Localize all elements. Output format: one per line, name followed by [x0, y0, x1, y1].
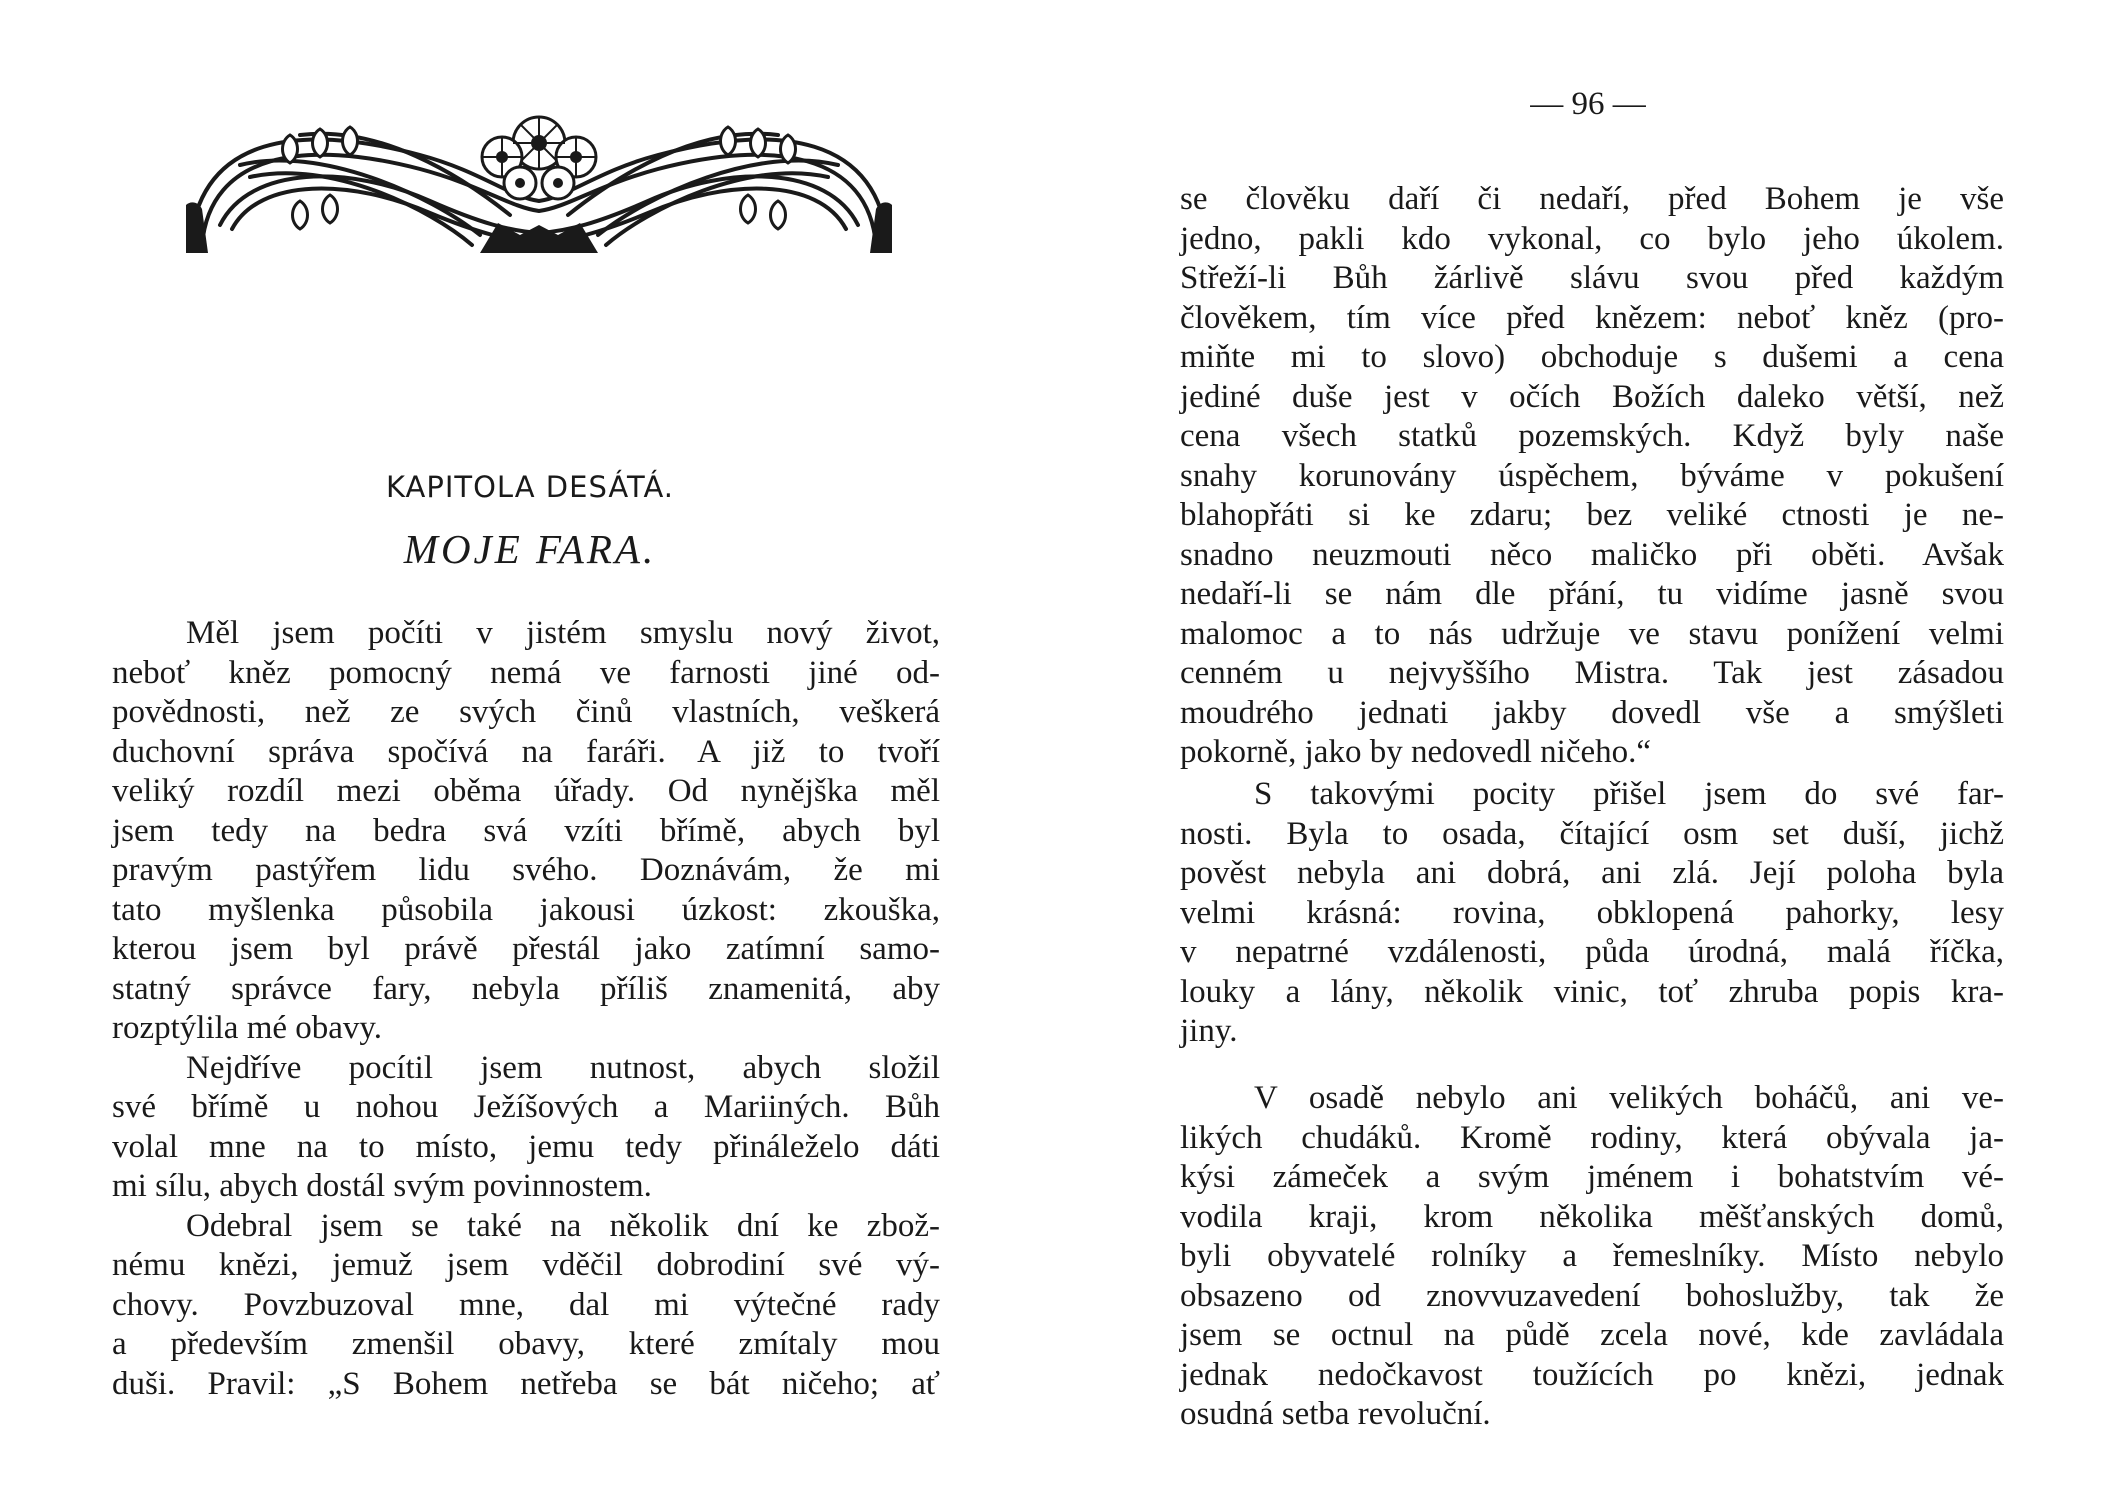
text-line: malomoc a to nás udržuje ve stavu ponížení velmi	[1180, 615, 2004, 652]
text-line: blahopřáti si ke zdaru; bez veliké ctnosti je ne-	[1180, 497, 2004, 533]
text-line: a především zmenšil obavy, které zmítaly mou	[112, 1326, 940, 1362]
text-line: jedno, pakli kdo vykonal, co bylo jeho úkolem.	[1180, 220, 2004, 257]
text-line: byli obyvatelé rolníky a řemeslníky. Místo nebylo	[1180, 1238, 2004, 1274]
chapter-label: KAPITOLA DESÁTÁ.	[385, 470, 674, 504]
text-line: louky a lány, několik vinic, toť zhruba popis kra-	[1180, 973, 2004, 1010]
text-line: likých chudáků. Kromě rodiny, která obývala ja-	[1180, 1119, 2004, 1156]
text-line: v nepatrné vzdálenosti, půda úrodná, malá říčka,	[1180, 934, 2004, 970]
chapter-title: MOJE FARA.	[403, 526, 657, 572]
page-number: — 96 —	[1530, 86, 1646, 122]
text-line: snadno neuzmouti něco maličko při oběti. Avšak	[1180, 536, 2004, 573]
text-line: pokorně, jako by nedovedl ničeho.“	[1180, 734, 1652, 770]
text-line: kýsi zámeček a svým jménem i bohatstvím vé-	[1180, 1159, 2004, 1195]
text-line: osudná setba revoluční.	[1180, 1396, 1491, 1432]
text-line: chovy. Povzbuzoval mne, dal mi výtečné rady	[112, 1286, 940, 1323]
text-line: jsem tedy na bedra svá vzíti břímě, abych byl	[112, 812, 940, 849]
text-line: Měl jsem počíti v jistém smyslu nový život,	[186, 615, 940, 651]
text-line: jednak nedočkavost toužících po knězi, jednak	[1180, 1356, 2004, 1393]
text-line: nedaří-li se nám dle přání, tu vidíme jasně svou	[1180, 576, 2004, 612]
text-line: obsazeno od znovvuzavedení bohoslužby, tak že	[1180, 1277, 2004, 1314]
text-line: člověkem, tím více před knězem: neboť kněz (pro-	[1180, 299, 2004, 336]
text-line: Nejdříve pocítil jsem nutnost, abych složil	[186, 1049, 940, 1086]
text-line: jsem se octnul na půdě zcela nové, kde zavládala	[1180, 1317, 2004, 1353]
text-line: nosti. Byla to osada, čítající osm set duší, jichž	[1180, 815, 2004, 852]
text-line: pověst nebyla ani dobrá, ani zlá. Její poloha byla	[1180, 855, 2004, 891]
text-line: pravým pastýřem lidu svého. Doznávám, že mi	[112, 852, 940, 888]
text-line: velmi krásná: rovina, obklopená pahorky, lesy	[1180, 894, 2004, 931]
art-nouveau-floral-ornament	[180, 105, 898, 253]
text-line: rozptýlila mé obavy.	[112, 1010, 383, 1046]
text-line: miňte mi to slovo) obchoduje s dušemi a cena	[1180, 339, 2004, 375]
text-line: neboť kněz pomocný nemá ve farnosti jiné od-	[112, 654, 940, 691]
text-line: povědnosti, než ze svých činů vlastních, veškerá	[112, 694, 940, 730]
text-line: vodila kraji, krom několika měšťanských domů,	[1180, 1198, 2004, 1235]
text-line: cena všech statků pozemských. Když byly naše	[1180, 418, 2004, 454]
text-line: Odebral jsem se také na několik dní ke zbož-	[186, 1207, 940, 1244]
text-line: volal mne na to místo, jemu tedy přináleželo dáti	[112, 1128, 940, 1165]
text-line: S takovými pocity přišel jsem do své far-	[1254, 776, 2004, 812]
text-line: duchovní správa spočívá na faráři. A již to tvoří	[112, 733, 940, 770]
right-page-paragraph-1	[1180, 180, 2004, 773]
text-line: se člověku daří či nedaří, před Bohem je vše	[1180, 181, 2004, 217]
text-line: jediné duše jest v očích Božích daleko větší, než	[1180, 378, 2004, 415]
right-page-paragraph-3	[1180, 1079, 2004, 1435]
text-line: kterou jsem byl právě přestál jako zatímní samo-	[112, 931, 940, 967]
text-line: své břímě u nohou Ježíšových a Mariiných. Bůh	[112, 1089, 940, 1125]
text-line: Střeží-li Bůh žárlivě slávu svou před každým	[1180, 260, 2004, 296]
text-line: duši. Pravil: „S Bohem netřeba se bát ničeho; ať	[112, 1365, 940, 1402]
text-line: cenném u nejvyššího Mistra. Tak jest zásadou	[1180, 655, 2004, 691]
text-line: snahy korunovány úspěchem, býváme v pokušení	[1180, 457, 2004, 494]
text-line: statný správce fary, nebyla příliš znamenitá, aby	[112, 970, 940, 1007]
right-page-paragraph-2	[1180, 775, 2004, 1052]
text-line: nému knězi, jemuž jsem vděčil dobrodiní své vý-	[112, 1247, 940, 1283]
text-line: tato myšlenka působila jakousi úzkost: zkouška,	[112, 891, 940, 928]
text-line: jiny.	[1180, 1013, 1238, 1049]
text-line: veliký rozdíl mezi oběma úřady. Od nynějška měl	[112, 773, 940, 809]
left-page-text	[112, 614, 940, 1404]
text-line: mi sílu, abych dostál svým povinnostem.	[112, 1168, 652, 1204]
text-line: V osadě nebylo ani velikých boháčů, ani ve-	[1254, 1080, 2004, 1116]
text-line: moudrého jednati jakby dovedl vše a smýšleti	[1180, 694, 2004, 731]
